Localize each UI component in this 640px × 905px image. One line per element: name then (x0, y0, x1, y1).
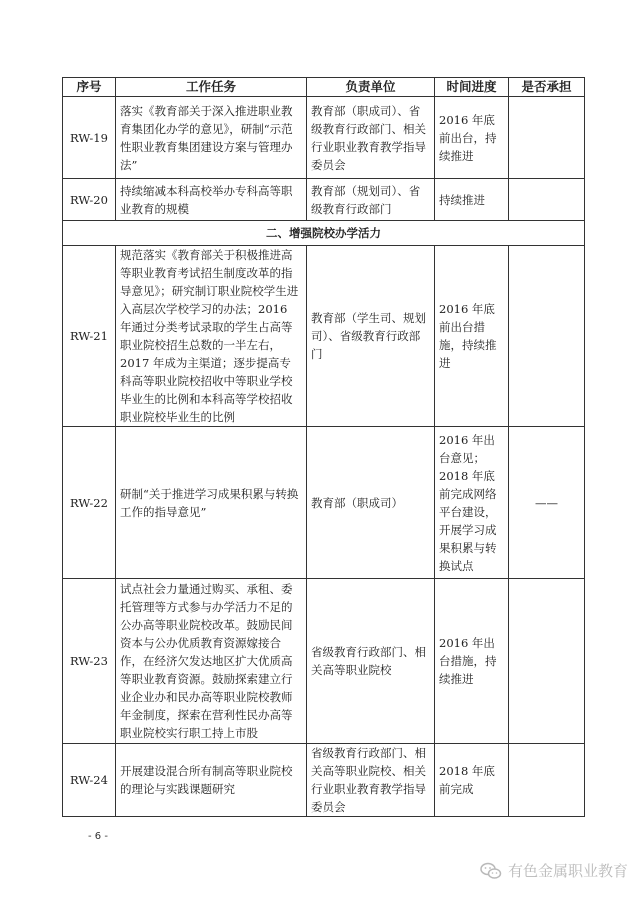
watermark (480, 860, 628, 881)
header-time: 时间进度 (435, 78, 509, 97)
row-num: RW-20 (63, 179, 116, 221)
page-number: - 6 - (88, 831, 108, 842)
row-unit: 教育部（学生司、规划司）、省级教育行政部门 (307, 246, 435, 427)
task-table (62, 77, 585, 817)
row-commit[interactable] (509, 246, 585, 427)
row-time: 2016 年底前出台措施，持续推进 (435, 246, 509, 427)
row-time: 2016 年出台措施，持续推进 (435, 579, 509, 744)
row-task: 落实《教育部关于深入推进职业教育集团化办学的意见》，研制“示范性职业教育集团建设方案与管理办法” (116, 97, 307, 179)
row-unit: 教育部（职成司） (307, 427, 435, 579)
row-num: RW-24 (63, 744, 116, 817)
row-unit: 省级教育行政部门、相关高等职业院校、相关行业职业教育教学指导委员会 (307, 744, 435, 817)
row-unit: 教育部（职成司）、省级教育行政部门、相关行业职业教育教学指导委员会 (307, 97, 435, 179)
row-commit[interactable] (509, 579, 585, 744)
row-commit[interactable] (509, 97, 585, 179)
row-task: 研制“关于推进学习成果积累与转换工作的指导意见” (116, 427, 307, 579)
table-row (63, 744, 585, 817)
header-task: 工作任务 (116, 78, 307, 97)
header-num: 序号 (63, 78, 116, 97)
row-task: 试点社会力量通过购买、承租、委托管理等方式参与办学活力不足的公办高等职业院校改革。鼓励民间资本与公办优质教育资源嫁接合作，在经济欠发达地区扩大优质高等职业教育资源。鼓励探索建立行业企业办和民办高等职业院校教师年金制度，探索在营利性民办高等职业院校实行职工持上市股 (116, 579, 307, 744)
wechat-icon (480, 862, 502, 880)
section-row (63, 221, 585, 246)
table-row (63, 179, 585, 221)
row-time: 2016 年底前出台，持续推进 (435, 97, 509, 179)
row-commit[interactable]: —— (509, 427, 585, 579)
row-task: 开展建设混合所有制高等职业院校的理论与实践课题研究 (116, 744, 307, 817)
table-row (63, 579, 585, 744)
table-header-row (63, 78, 585, 97)
row-num: RW-22 (63, 427, 116, 579)
row-time: 2018 年底前完成 (435, 744, 509, 817)
table-row (63, 246, 585, 427)
table-row (63, 97, 585, 179)
row-num: RW-23 (63, 579, 116, 744)
row-unit: 教育部（规划司）、省级教育行政部门 (307, 179, 435, 221)
row-num: RW-19 (63, 97, 116, 179)
row-commit[interactable] (509, 744, 585, 817)
row-time: 持续推进 (435, 179, 509, 221)
row-task: 规范落实《教育部关于积极推进高等职业教育考试招生制度改革的指导意见》；研究制订职业院校学生进入高层次学校学习的办法；2016 年通过分类考试录取的学生占高等职业院校招生总数的一半左右，2017 年成为主渠道；逐步提高专科高等职业院校招收中等职业学校毕业生的比例和本科高等学校招收职业院校毕业生的比例 (116, 246, 307, 427)
header-unit: 负责单位 (307, 78, 435, 97)
table-row (63, 427, 585, 579)
row-commit[interactable] (509, 179, 585, 221)
header-commit: 是否承担 (509, 78, 585, 97)
row-unit: 省级教育行政部门、相关高等职业院校 (307, 579, 435, 744)
row-time: 2016 年出台意见；2018 年底前完成网络平台建设，开展学习成果积累与转换试点 (435, 427, 509, 579)
watermark-text: 有色金属职业教育 (507, 862, 628, 880)
section-title: 二、增强院校办学活力 (63, 221, 585, 246)
row-task: 持续缩减本科高校举办专科高等职业教育的规模 (116, 179, 307, 221)
row-num: RW-21 (63, 246, 116, 427)
